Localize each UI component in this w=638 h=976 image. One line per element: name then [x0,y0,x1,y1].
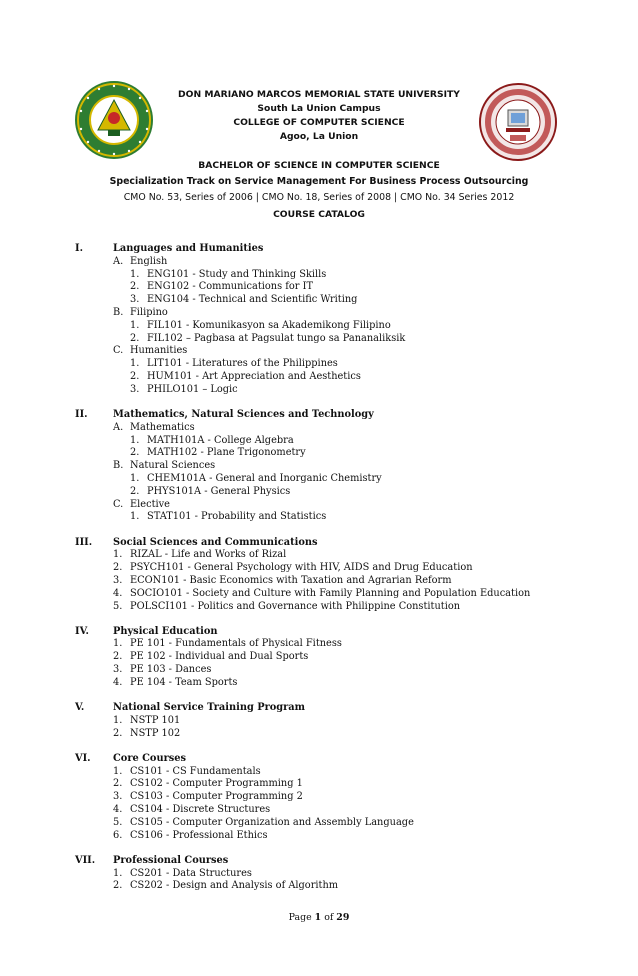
list-marker: 1. [113,549,123,561]
list-marker: 2. [130,281,140,293]
list-text: SOCIO101 - Society and Culture with Family Planning and Population Education [130,587,531,599]
course-group [113,562,595,575]
course-item [113,486,595,499]
list-text: Natural Sciences [130,460,216,472]
list-marker: 6. [113,829,123,841]
list-marker: 1. [130,358,140,370]
university-name: DON MARIANO MARCOS MEMORIAL STATE UNIVERSITY [178,89,460,100]
course-item [113,320,595,333]
course-section [75,855,595,893]
course-group [113,638,595,651]
course-section [75,243,595,397]
list-marker: 3. [113,664,123,676]
page-footer [0,912,638,923]
page-current: 1 [314,912,322,923]
list-text: LIT101 - Literatures of the Philippines [147,358,338,370]
section-title: National Service Training Program [113,702,306,714]
list-text: PHILO101 – Logic [147,383,238,395]
section-number: VII. [75,854,96,866]
section-number: III. [75,536,93,548]
list-text: ENG104 - Technical and Scientific Writing [147,294,358,306]
course-group [113,345,595,358]
list-marker: 1. [113,867,123,879]
section-content [113,409,595,524]
course-group [113,728,595,741]
location: Agoo, La Union [279,131,359,142]
section-content [113,753,595,843]
list-text: STAT101 - Probability and Statistics [147,511,327,523]
course-group [113,830,595,843]
course-item [113,473,595,486]
section-number: I. [75,243,83,254]
list-text: CS105 - Computer Organization and Assembly Language [130,816,414,828]
list-text: CS102 - Computer Programming 1 [130,778,303,790]
cmo-references: CMO No. 53, Series of 2006 | CMO No. 18, Series of 2008 | CMO No. 34 Series 2012 [123,192,515,203]
list-marker: 2. [113,778,123,790]
list-text: CS106 - Professional Ethics [130,829,268,841]
list-text: FIL102 – Pagbasa at Pagsulat tungo sa Pananaliksik [147,332,406,344]
list-marker: 1. [113,765,123,777]
list-marker: B. [113,460,124,472]
list-text: Filipino [130,306,168,318]
course-section [75,753,595,843]
course-group [113,880,595,893]
list-marker: 2. [113,651,123,663]
list-marker: 2. [130,370,140,382]
campus-name: South La Union Campus [257,103,381,114]
list-text: NSTP 101 [130,714,181,726]
course-item [113,435,595,448]
list-marker: 2. [130,485,140,497]
list-text: CS103 - Computer Programming 2 [130,791,303,803]
list-text: MATH101A - College Algebra [147,434,294,446]
section-number: IV. [75,625,89,637]
list-marker: 3. [130,294,140,306]
list-marker: 2. [113,880,123,892]
course-group [113,588,595,601]
course-group [113,256,595,269]
course-list [75,243,595,906]
list-marker: 1. [130,434,140,446]
course-group [113,307,595,320]
section-content [113,626,595,690]
section-number: V. [75,702,85,714]
section-title: Mathematics, Natural Sciences and Technology [113,408,374,420]
list-marker: 1. [130,472,140,484]
list-marker: 1. [130,268,140,280]
course-section [75,409,595,524]
degree-title: BACHELOR OF SCIENCE IN COMPUTER SCIENCE [198,160,440,171]
list-marker: B. [113,306,124,318]
page-total: 29 [336,912,350,923]
section-title: Core Courses [113,752,187,764]
list-marker: 1. [113,638,123,650]
list-text: PE 103 - Dances [130,664,212,676]
course-group [113,601,595,614]
list-marker: 5. [113,816,123,828]
course-group [113,499,595,512]
list-marker: 1. [130,319,140,331]
program-heading [40,158,598,206]
course-group [113,868,595,881]
course-group [113,804,595,817]
list-text: PE 102 - Individual and Dual Sports [130,651,309,663]
university-seal-logo [74,80,154,160]
list-text: PHYS101A - General Physics [147,485,291,497]
section-title: Physical Education [113,625,218,637]
course-group [113,817,595,830]
section-content [113,855,595,893]
course-group [113,549,595,562]
list-text: Mathematics [130,421,195,433]
list-marker: 5. [113,600,123,612]
course-group [113,664,595,677]
list-marker: 1. [130,511,140,523]
list-marker: 2. [130,447,140,459]
list-marker: C. [113,345,124,357]
section-content [113,702,595,740]
list-marker: 1. [113,714,123,726]
course-section [75,702,595,740]
course-item [113,269,595,282]
course-item [113,511,595,524]
list-marker: 4. [113,587,123,599]
specialization-track: Specialization Track on Service Management For Business Process Outsourcing [109,176,529,187]
list-text: CS101 - CS Fundamentals [130,765,261,777]
section-content [113,243,595,397]
list-text: CS104 - Discrete Structures [130,804,271,816]
course-section [75,626,595,690]
list-text: CS201 - Data Structures [130,867,252,879]
list-text: POLSCI101 - Politics and Governance with Philippine Constitution [130,600,461,612]
list-text: CHEM101A - General and Inorganic Chemistry [147,472,382,484]
list-marker: 2. [130,332,140,344]
university-heading [150,88,488,144]
list-marker: 3. [113,791,123,803]
course-item [113,281,595,294]
course-item [113,358,595,371]
list-text: RIZAL - Life and Works of Rizal [130,549,287,561]
section-title: Professional Courses [113,854,229,866]
list-marker: 4. [113,804,123,816]
list-text: CS202 - Design and Analysis of Algorithm [130,880,339,892]
course-section [75,537,595,614]
course-item [113,384,595,397]
course-group [113,460,595,473]
list-marker: 3. [113,574,123,586]
page-of: of [324,912,334,923]
college-name: COLLEGE OF COMPUTER SCIENCE [233,117,405,128]
list-text: PE 104 - Team Sports [130,676,238,688]
list-text: Humanities [130,345,188,357]
section-content [113,537,595,614]
course-item [113,333,595,346]
list-text: English [130,255,168,267]
course-item [113,371,595,384]
list-text: ECON101 - Basic Economics with Taxation and Agrarian Reform [130,574,452,586]
letterhead [0,80,638,160]
list-marker: A. [113,255,124,267]
list-text: FIL101 - Komunikasyon sa Akademikong Filipino [147,319,391,331]
list-text: Elective [130,498,170,510]
course-group [113,575,595,588]
course-group [113,651,595,664]
course-group [113,677,595,690]
college-seal-logo [478,82,558,162]
list-text: ENG102 - Communications for IT [147,281,313,293]
catalog-title: COURSE CATALOG [273,209,365,220]
list-marker: 3. [130,383,140,395]
course-group [113,766,595,779]
list-marker: 2. [113,727,123,739]
course-group [113,791,595,804]
list-marker: 4. [113,676,123,688]
section-title: Social Sciences and Communications [113,536,318,548]
list-marker: C. [113,498,124,510]
list-text: HUM101 - Art Appreciation and Aesthetics [147,370,361,382]
section-number: VI. [75,752,91,764]
list-marker: 2. [113,562,123,574]
list-marker: A. [113,421,124,433]
course-item [113,294,595,307]
list-text: PSYCH101 - General Psychology with HIV, AIDS and Drug Education [130,562,473,574]
list-text: MATH102 - Plane Trigonometry [147,447,306,459]
course-group [113,778,595,791]
section-title: Languages and Humanities [113,243,264,254]
list-text: NSTP 102 [130,727,181,739]
course-group [113,422,595,435]
list-text: ENG101 - Study and Thinking Skills [147,268,327,280]
course-item [113,447,595,460]
section-number: II. [75,408,88,420]
course-group [113,715,595,728]
page-label: Page [288,912,312,923]
list-text: PE 101 - Fundamentals of Physical Fitness [130,638,342,650]
